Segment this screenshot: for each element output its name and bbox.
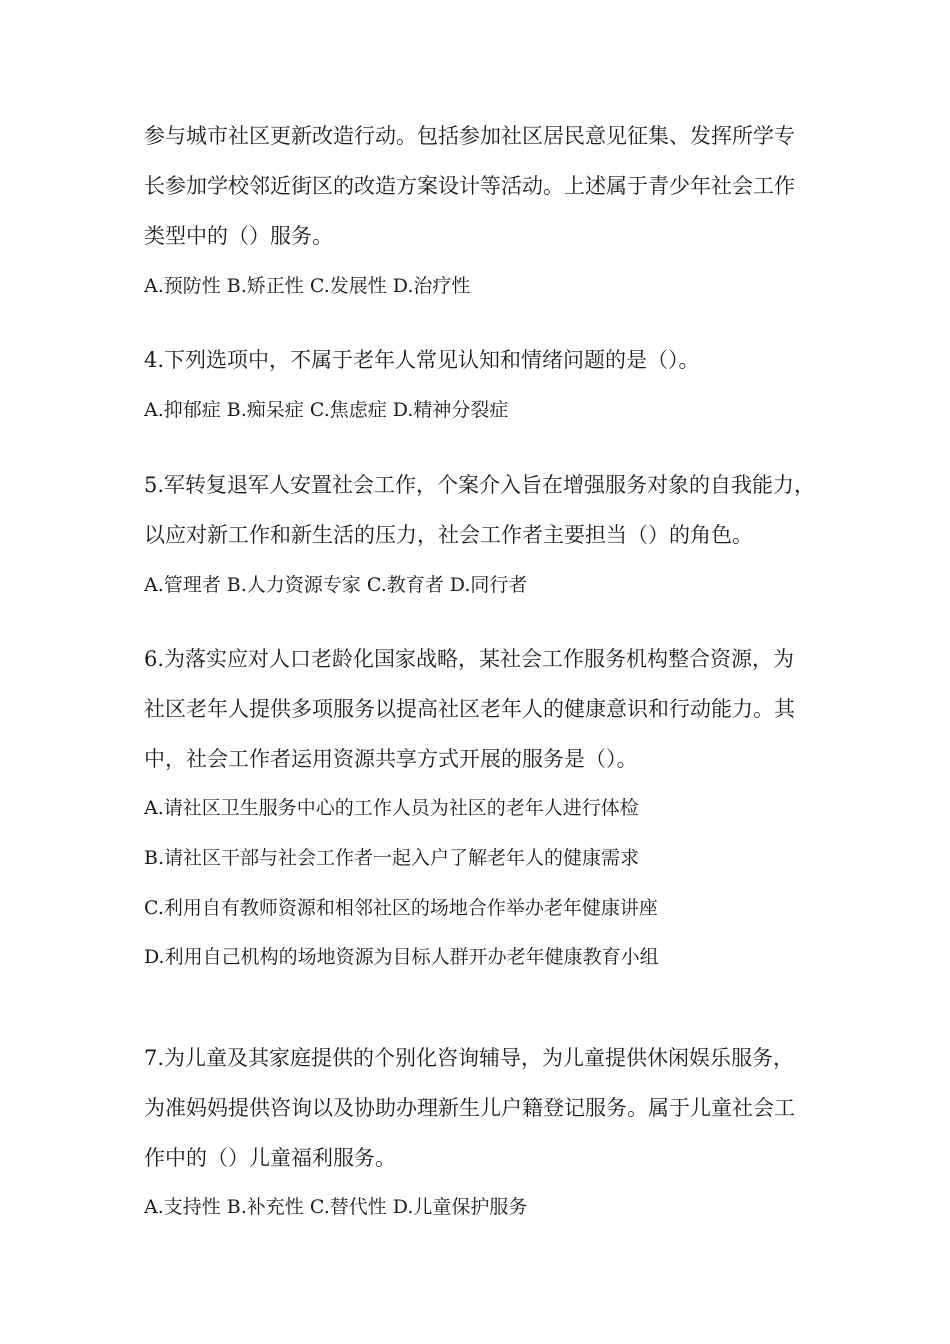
- q7-line-2: 为准妈妈提供咨询以及协助办理新生儿户籍登记服务。属于儿童社会工: [144, 1096, 795, 1120]
- q7-line-1: 7.为儿童及其家庭提供的个别化咨询辅导，为儿童提供休闲娱乐服务，: [144, 1046, 795, 1070]
- q6-line-3: 中，社会工作者运用资源共享方式开展的服务是（）。: [144, 747, 638, 771]
- q5-options: A.管理者 B.人力资源专家 C.教育者 D.同行者: [144, 574, 528, 596]
- q5-line-1: 5.军转复退军人安置社会工作，个案介入旨在增强服务对象的自我能力，: [144, 473, 816, 497]
- q4-line-1: 4.下列选项中，不属于老年人常见认知和情绪问题的是（）。: [144, 348, 700, 372]
- q6-option-a: A.请社区卫生服务中心的工作人员为社区的老年人进行体检: [144, 797, 639, 819]
- q4-options: A.抑郁症 B.痴呆症 C.焦虑症 D.精神分裂症: [144, 399, 509, 421]
- q3-line-3: 类型中的（）服务。: [144, 224, 333, 248]
- q3-line-2: 长参加学校邻近街区的改造方案设计等活动。上述属于青少年社会工作: [144, 174, 795, 198]
- q6-line-1: 6.为落实应对人口老龄化国家战略，某社会工作服务机构整合资源，为: [144, 647, 795, 671]
- q6-option-c: C.利用自有教师资源和相邻社区的场地合作举办老年健康讲座: [144, 897, 658, 919]
- q7-line-3: 作中的（）儿童福利服务。: [144, 1146, 396, 1170]
- q3-options: A.预防性 B.矫正性 C.发展性 D.治疗性: [144, 275, 471, 297]
- q5-line-2: 以应对新工作和新生活的压力，社会工作者主要担当（）的角色。: [144, 523, 753, 547]
- q6-line-2: 社区老年人提供多项服务以提高社区老年人的健康意识和行动能力。其: [144, 697, 795, 721]
- q6-option-d: D.利用自己机构的场地资源为目标人群开办老年健康教育小组: [144, 946, 659, 968]
- q3-line-1: 参与城市社区更新改造行动。包括参加社区居民意见征集、发挥所学专: [144, 124, 795, 148]
- q7-options: A.支持性 B.补充性 C.替代性 D.儿童保护服务: [144, 1196, 528, 1218]
- q6-option-b: B.请社区干部与社会工作者一起入户了解老年人的健康需求: [144, 847, 640, 869]
